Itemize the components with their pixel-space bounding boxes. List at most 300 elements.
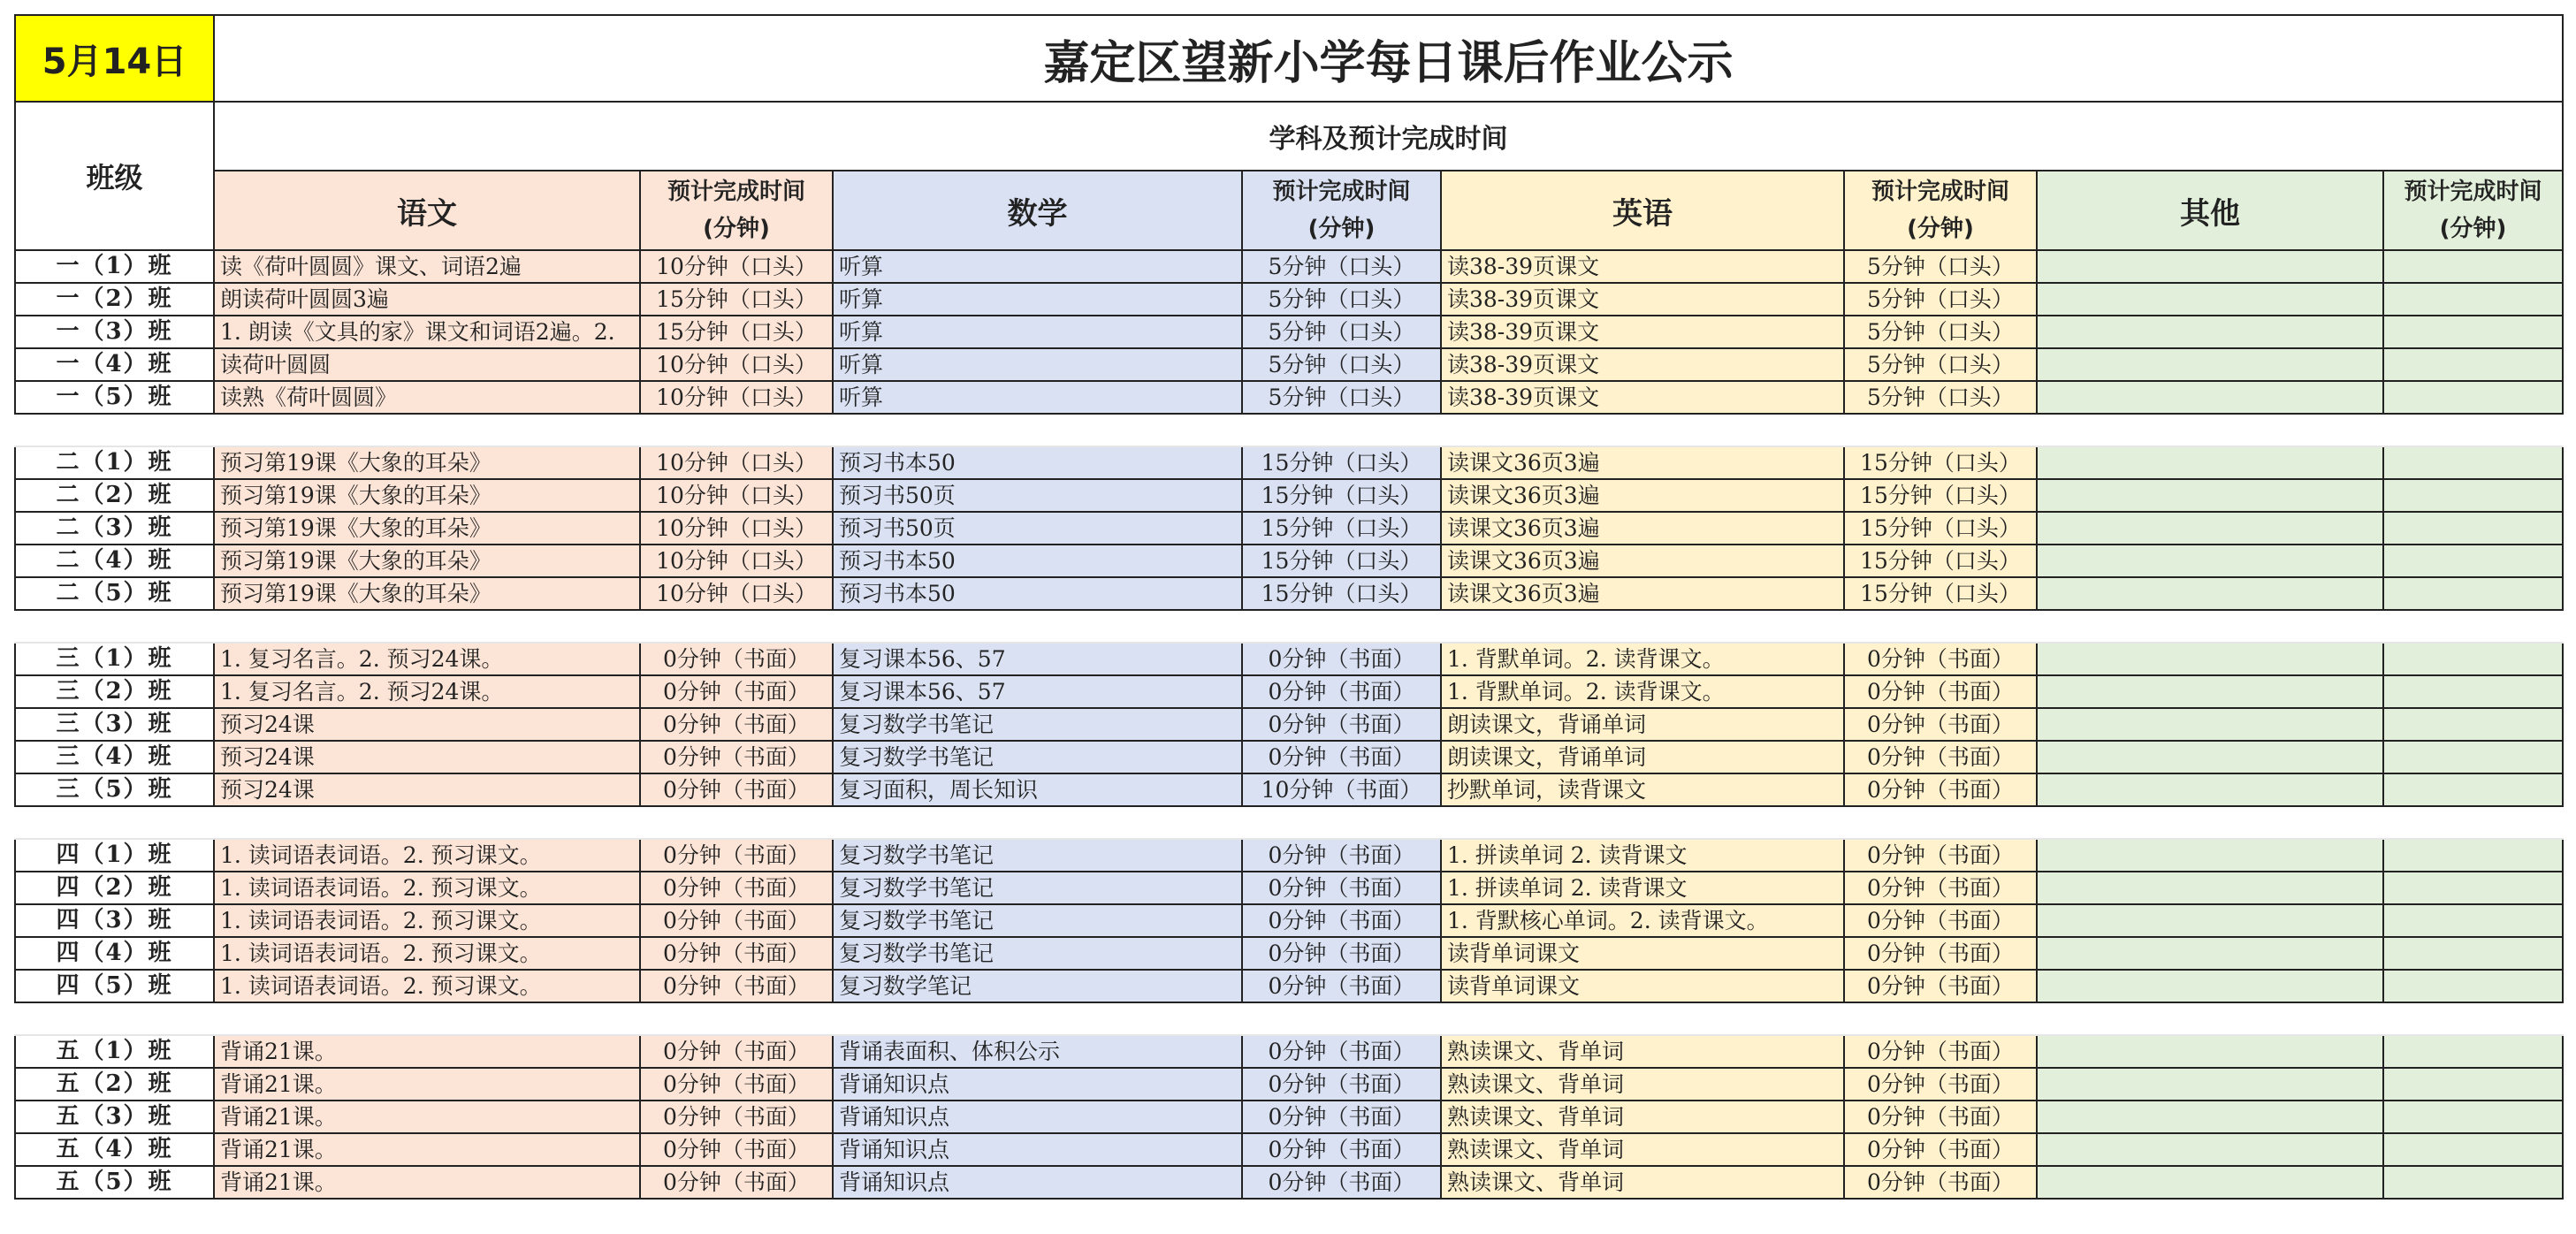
class-cell[interactable]: 一（4）班 xyxy=(15,348,214,381)
english-homework-cell[interactable]: 读38-39页课文 xyxy=(1441,283,1844,316)
chinese-time-cell[interactable]: 15分钟（口头） xyxy=(640,316,833,348)
table-row xyxy=(15,1068,2563,1101)
chinese-time-cell[interactable]: 0分钟（书面） xyxy=(640,1035,833,1068)
other-time-cell[interactable] xyxy=(2383,381,2563,414)
english-time-cell[interactable]: 5分钟（口头） xyxy=(1844,283,2037,316)
math-homework-cell[interactable]: 预习书本50 xyxy=(833,446,1242,479)
class-cell[interactable]: 四（2）班 xyxy=(15,872,214,904)
subject-group-row xyxy=(15,102,2563,171)
chinese-time-cell[interactable]: 0分钟（书面） xyxy=(640,741,833,773)
other-time-header[interactable] xyxy=(2383,171,2563,250)
class-cell[interactable]: 一（3）班 xyxy=(15,316,214,348)
math-time-header[interactable] xyxy=(1242,171,1441,250)
math-time-cell[interactable]: 0分钟（书面） xyxy=(1242,1068,1441,1101)
time-label-line1: 预计完成时间 xyxy=(667,179,805,205)
chinese-homework-cell[interactable]: 预习24课 xyxy=(214,741,640,773)
english-time-cell[interactable]: 0分钟（书面） xyxy=(1844,937,2037,970)
other-homework-cell[interactable] xyxy=(2037,1035,2383,1068)
other-time-cell[interactable] xyxy=(2383,675,2563,708)
chinese-homework-cell[interactable]: 预习第19课《大象的耳朵》 xyxy=(214,446,640,479)
english-homework-cell[interactable]: 1. 拼读单词 2. 读背课文 xyxy=(1441,839,1844,872)
english-homework-cell[interactable]: 1. 背默单词。2. 读背课文。 xyxy=(1441,675,1844,708)
other-time-cell[interactable] xyxy=(2383,1101,2563,1133)
other-time-cell[interactable] xyxy=(2383,545,2563,577)
chinese-homework-cell[interactable]: 预习第19课《大象的耳朵》 xyxy=(214,512,640,545)
separator-cell xyxy=(833,1002,1242,1035)
english-homework-cell[interactable]: 读课文36页3遍 xyxy=(1441,545,1844,577)
chinese-time-cell[interactable]: 10分钟（口头） xyxy=(640,446,833,479)
math-time-cell[interactable]: 0分钟（书面） xyxy=(1242,708,1441,741)
math-homework-cell[interactable]: 背诵表面积、体积公示 xyxy=(833,1035,1242,1068)
other-homework-cell[interactable] xyxy=(2037,708,2383,741)
english-homework-cell[interactable]: 读课文36页3遍 xyxy=(1441,479,1844,512)
english-homework-cell[interactable]: 读38-39页课文 xyxy=(1441,250,1844,283)
other-time-cell[interactable] xyxy=(2383,250,2563,283)
math-homework-cell[interactable]: 复习数学书笔记 xyxy=(833,839,1242,872)
subject-header-row xyxy=(15,171,2563,250)
english-time-cell[interactable]: 0分钟（书面） xyxy=(1844,741,2037,773)
chinese-time-header[interactable] xyxy=(640,171,833,250)
chinese-homework-cell[interactable]: 1. 读词语表词语。2. 预习课文。 xyxy=(214,839,640,872)
other-time-cell[interactable] xyxy=(2383,741,2563,773)
other-homework-cell[interactable] xyxy=(2037,970,2383,1002)
other-homework-cell[interactable] xyxy=(2037,1166,2383,1199)
math-time-cell[interactable]: 0分钟（书面） xyxy=(1242,1133,1441,1166)
class-cell[interactable]: 一（1）班 xyxy=(15,250,214,283)
math-homework-cell[interactable]: 复习课本56、57 xyxy=(833,643,1242,675)
math-homework-cell[interactable]: 复习面积，周长知识 xyxy=(833,773,1242,806)
english-time-cell[interactable]: 15分钟（口头） xyxy=(1844,479,2037,512)
homework-table xyxy=(14,14,2564,1200)
chinese-homework-cell[interactable]: 背诵21课。 xyxy=(214,1068,640,1101)
time-label-line1: 预计完成时间 xyxy=(1871,179,2009,205)
math-time-cell[interactable]: 0分钟（书面） xyxy=(1242,839,1441,872)
separator-cell xyxy=(2383,1002,2563,1035)
other-homework-cell[interactable] xyxy=(2037,1133,2383,1166)
math-homework-cell[interactable]: 复习数学书笔记 xyxy=(833,741,1242,773)
other-time-cell[interactable] xyxy=(2383,1166,2563,1199)
chinese-time-cell[interactable]: 10分钟（口头） xyxy=(640,577,833,610)
class-cell[interactable]: 一（5）班 xyxy=(15,381,214,414)
english-homework-cell[interactable]: 熟读课文、背单词 xyxy=(1441,1035,1844,1068)
english-time-cell[interactable]: 0分钟（书面） xyxy=(1844,872,2037,904)
grade-separator-row xyxy=(15,1002,2563,1035)
table-row xyxy=(15,937,2563,970)
class-cell[interactable]: 四（5）班 xyxy=(15,970,214,1002)
chinese-homework-cell[interactable]: 预习24课 xyxy=(214,708,640,741)
separator-cell xyxy=(640,610,833,643)
separator-cell xyxy=(833,610,1242,643)
math-homework-cell[interactable]: 听算 xyxy=(833,250,1242,283)
chinese-homework-cell[interactable]: 预习第19课《大象的耳朵》 xyxy=(214,577,640,610)
other-homework-cell[interactable] xyxy=(2037,741,2383,773)
chinese-homework-cell[interactable]: 1. 读词语表词语。2. 预习课文。 xyxy=(214,970,640,1002)
english-time-cell[interactable]: 5分钟（口头） xyxy=(1844,348,2037,381)
other-time-cell[interactable] xyxy=(2383,839,2563,872)
class-cell[interactable]: 二（5）班 xyxy=(15,577,214,610)
english-time-cell[interactable]: 0分钟（书面） xyxy=(1844,970,2037,1002)
other-time-cell[interactable] xyxy=(2383,479,2563,512)
other-homework-cell[interactable] xyxy=(2037,348,2383,381)
chinese-homework-cell[interactable]: 1. 读词语表词语。2. 预习课文。 xyxy=(214,904,640,937)
class-cell[interactable]: 二（1）班 xyxy=(15,446,214,479)
time-label-line2: (分钟) xyxy=(2439,216,2507,242)
chinese-time-cell[interactable]: 0分钟（书面） xyxy=(640,970,833,1002)
chinese-homework-cell[interactable]: 1. 复习名言。2. 预习24课。 xyxy=(214,643,640,675)
english-time-cell[interactable]: 0分钟（书面） xyxy=(1844,1068,2037,1101)
math-time-cell[interactable]: 0分钟（书面） xyxy=(1242,1166,1441,1199)
grade-separator-row xyxy=(15,610,2563,643)
other-time-cell[interactable] xyxy=(2383,1035,2563,1068)
english-homework-cell[interactable]: 熟读课文、背单词 xyxy=(1441,1133,1844,1166)
english-homework-cell[interactable]: 熟读课文、背单词 xyxy=(1441,1101,1844,1133)
english-homework-cell[interactable]: 朗读课文，背诵单词 xyxy=(1441,741,1844,773)
chinese-time-cell[interactable]: 0分钟（书面） xyxy=(640,643,833,675)
table-row xyxy=(15,512,2563,545)
math-homework-cell[interactable]: 预习书本50 xyxy=(833,577,1242,610)
chinese-time-cell[interactable]: 0分钟（书面） xyxy=(640,1166,833,1199)
math-time-cell[interactable]: 10分钟（书面） xyxy=(1242,773,1441,806)
table-row xyxy=(15,316,2563,348)
math-time-cell[interactable]: 5分钟（口头） xyxy=(1242,250,1441,283)
class-cell[interactable]: 五（5）班 xyxy=(15,1166,214,1199)
other-homework-cell[interactable] xyxy=(2037,512,2383,545)
class-cell[interactable]: 四（4）班 xyxy=(15,937,214,970)
separator-cell xyxy=(15,610,214,643)
other-homework-cell[interactable] xyxy=(2037,773,2383,806)
english-time-cell[interactable]: 0分钟（书面） xyxy=(1844,1035,2037,1068)
english-homework-cell[interactable]: 读课文36页3遍 xyxy=(1441,577,1844,610)
english-time-cell[interactable]: 5分钟（口头） xyxy=(1844,381,2037,414)
table-row xyxy=(15,773,2563,806)
table-row xyxy=(15,381,2563,414)
chinese-time-cell[interactable]: 0分钟（书面） xyxy=(640,1133,833,1166)
math-time-cell[interactable]: 0分钟（书面） xyxy=(1242,741,1441,773)
class-cell[interactable]: 二（4）班 xyxy=(15,545,214,577)
separator-cell xyxy=(640,806,833,839)
other-homework-cell[interactable] xyxy=(2037,839,2383,872)
other-time-cell[interactable] xyxy=(2383,512,2563,545)
other-time-cell[interactable] xyxy=(2383,872,2563,904)
math-homework-cell[interactable]: 复习数学书笔记 xyxy=(833,937,1242,970)
english-time-cell[interactable]: 0分钟（书面） xyxy=(1844,1133,2037,1166)
math-time-cell[interactable]: 15分钟（口头） xyxy=(1242,479,1441,512)
math-time-cell[interactable]: 0分钟（书面） xyxy=(1242,872,1441,904)
math-homework-cell[interactable]: 听算 xyxy=(833,283,1242,316)
math-homework-cell[interactable]: 背诵知识点 xyxy=(833,1101,1242,1133)
math-time-cell[interactable]: 0分钟（书面） xyxy=(1242,1035,1441,1068)
chinese-time-cell[interactable]: 0分钟（书面） xyxy=(640,839,833,872)
math-homework-cell[interactable]: 听算 xyxy=(833,348,1242,381)
other-time-cell[interactable] xyxy=(2383,773,2563,806)
other-homework-cell[interactable] xyxy=(2037,479,2383,512)
separator-cell xyxy=(1441,610,1844,643)
english-homework-cell[interactable]: 读38-39页课文 xyxy=(1441,348,1844,381)
class-cell[interactable]: 二（2）班 xyxy=(15,479,214,512)
math-homework-cell[interactable]: 背诵知识点 xyxy=(833,1068,1242,1101)
chinese-homework-cell[interactable]: 1. 读词语表词语。2. 预习课文。 xyxy=(214,872,640,904)
chinese-time-cell[interactable]: 0分钟（书面） xyxy=(640,872,833,904)
math-homework-cell[interactable]: 预习书50页 xyxy=(833,479,1242,512)
chinese-time-cell[interactable]: 10分钟（口头） xyxy=(640,348,833,381)
other-homework-cell[interactable] xyxy=(2037,872,2383,904)
english-header[interactable]: 英语 xyxy=(1441,171,1844,250)
class-cell[interactable]: 三（1）班 xyxy=(15,643,214,675)
chinese-homework-cell[interactable]: 读《荷叶圆圆》课文、词语2遍 xyxy=(214,250,640,283)
other-homework-cell[interactable] xyxy=(2037,1101,2383,1133)
table-row xyxy=(15,283,2563,316)
separator-cell xyxy=(214,610,640,643)
english-time-cell[interactable]: 15分钟（口头） xyxy=(1844,446,2037,479)
math-homework-cell[interactable]: 听算 xyxy=(833,381,1242,414)
chinese-time-cell[interactable]: 10分钟（口头） xyxy=(640,479,833,512)
chinese-homework-cell[interactable]: 1. 朗读《文具的家》课文和词语2遍。2. xyxy=(214,316,640,348)
class-cell[interactable]: 一（2）班 xyxy=(15,283,214,316)
table-row xyxy=(15,1166,2563,1199)
class-cell[interactable]: 五（3）班 xyxy=(15,1101,214,1133)
table-row xyxy=(15,545,2563,577)
chinese-homework-cell[interactable]: 1. 读词语表词语。2. 预习课文。 xyxy=(214,937,640,970)
english-time-cell[interactable]: 5分钟（口头） xyxy=(1844,316,2037,348)
table-row xyxy=(15,1101,2563,1133)
table-row xyxy=(15,872,2563,904)
table-row xyxy=(15,577,2563,610)
separator-cell xyxy=(833,414,1242,446)
math-homework-cell[interactable]: 复习数学书笔记 xyxy=(833,708,1242,741)
chinese-time-cell[interactable]: 0分钟（书面） xyxy=(640,937,833,970)
english-time-cell[interactable]: 15分钟（口头） xyxy=(1844,545,2037,577)
english-time-cell[interactable]: 5分钟（口头） xyxy=(1844,250,2037,283)
math-homework-cell[interactable]: 复习课本56、57 xyxy=(833,675,1242,708)
math-time-cell[interactable]: 5分钟（口头） xyxy=(1242,316,1441,348)
math-time-cell[interactable]: 15分钟（口头） xyxy=(1242,577,1441,610)
separator-cell xyxy=(1844,610,2037,643)
english-homework-cell[interactable]: 熟读课文、背单词 xyxy=(1441,1068,1844,1101)
math-time-cell[interactable]: 5分钟（口头） xyxy=(1242,348,1441,381)
table-row xyxy=(15,1035,2563,1068)
chinese-time-cell[interactable]: 10分钟（口头） xyxy=(640,545,833,577)
chinese-homework-cell[interactable]: 1. 复习名言。2. 预习24课。 xyxy=(214,675,640,708)
table-row xyxy=(15,904,2563,937)
separator-cell xyxy=(2383,610,2563,643)
english-time-cell[interactable]: 0分钟（书面） xyxy=(1844,839,2037,872)
chinese-homework-cell[interactable]: 读熟《荷叶圆圆》 xyxy=(214,381,640,414)
other-time-cell[interactable] xyxy=(2383,446,2563,479)
chinese-header[interactable]: 语文 xyxy=(214,171,640,250)
math-homework-cell[interactable]: 背诵知识点 xyxy=(833,1166,1242,1199)
other-time-cell[interactable] xyxy=(2383,970,2563,1002)
chinese-homework-cell[interactable]: 背诵21课。 xyxy=(214,1166,640,1199)
english-homework-cell[interactable]: 读课文36页3遍 xyxy=(1441,446,1844,479)
english-homework-cell[interactable]: 读38-39页课文 xyxy=(1441,316,1844,348)
separator-cell xyxy=(2037,610,2383,643)
other-time-cell[interactable] xyxy=(2383,1068,2563,1101)
english-homework-cell[interactable]: 熟读课文、背单词 xyxy=(1441,1166,1844,1199)
chinese-homework-cell[interactable]: 预习第19课《大象的耳朵》 xyxy=(214,479,640,512)
math-homework-cell[interactable]: 预习书本50 xyxy=(833,545,1242,577)
date-cell[interactable]: 5月14日 xyxy=(15,15,214,102)
english-homework-cell[interactable]: 读背单词课文 xyxy=(1441,970,1844,1002)
class-cell[interactable]: 三（4）班 xyxy=(15,741,214,773)
time-label-line1: 预计完成时间 xyxy=(1272,179,1411,205)
separator-cell xyxy=(833,806,1242,839)
other-time-cell[interactable] xyxy=(2383,937,2563,970)
other-homework-cell[interactable] xyxy=(2037,577,2383,610)
separator-cell xyxy=(1242,610,1441,643)
separator-cell xyxy=(2383,414,2563,446)
class-cell[interactable]: 二（3）班 xyxy=(15,512,214,545)
math-time-cell[interactable]: 0分钟（书面） xyxy=(1242,937,1441,970)
english-time-header[interactable] xyxy=(1844,171,2037,250)
chinese-time-cell[interactable]: 15分钟（口头） xyxy=(640,283,833,316)
separator-cell xyxy=(15,1002,214,1035)
class-column-header[interactable]: 班级 xyxy=(15,102,214,250)
english-time-cell[interactable]: 0分钟（书面） xyxy=(1844,708,2037,741)
english-time-cell[interactable]: 0分钟（书面） xyxy=(1844,675,2037,708)
page-title[interactable]: 嘉定区望新小学每日课后作业公示 xyxy=(214,15,2563,102)
chinese-time-cell[interactable]: 0分钟（书面） xyxy=(640,773,833,806)
math-homework-cell[interactable]: 复习数学书笔记 xyxy=(833,872,1242,904)
english-homework-cell[interactable]: 1. 背默单词。2. 读背课文。 xyxy=(1441,643,1844,675)
chinese-time-cell[interactable]: 10分钟（口头） xyxy=(640,381,833,414)
table-row xyxy=(15,839,2563,872)
other-homework-cell[interactable] xyxy=(2037,937,2383,970)
time-label-line1: 预计完成时间 xyxy=(2404,179,2542,205)
table-row xyxy=(15,348,2563,381)
other-homework-cell[interactable] xyxy=(2037,643,2383,675)
other-time-cell[interactable] xyxy=(2383,904,2563,937)
math-time-cell[interactable]: 15分钟（口头） xyxy=(1242,512,1441,545)
math-time-cell[interactable]: 5分钟（口头） xyxy=(1242,381,1441,414)
english-homework-cell[interactable]: 读背单词课文 xyxy=(1441,937,1844,970)
class-cell[interactable]: 三（2）班 xyxy=(15,675,214,708)
table-row xyxy=(15,675,2563,708)
separator-cell xyxy=(2037,414,2383,446)
class-cell[interactable]: 四（1）班 xyxy=(15,839,214,872)
separator-cell xyxy=(1844,1002,2037,1035)
chinese-homework-cell[interactable]: 预习24课 xyxy=(214,773,640,806)
math-time-cell[interactable]: 0分钟（书面） xyxy=(1242,1101,1441,1133)
math-homework-cell[interactable]: 预习书50页 xyxy=(833,512,1242,545)
english-time-cell[interactable]: 0分钟（书面） xyxy=(1844,1166,2037,1199)
table-row xyxy=(15,479,2563,512)
math-time-cell[interactable]: 0分钟（书面） xyxy=(1242,643,1441,675)
separator-cell xyxy=(1441,414,1844,446)
other-time-cell[interactable] xyxy=(2383,316,2563,348)
other-homework-cell[interactable] xyxy=(2037,283,2383,316)
class-cell[interactable]: 三（3）班 xyxy=(15,708,214,741)
other-time-cell[interactable] xyxy=(2383,348,2563,381)
class-cell[interactable]: 三（5）班 xyxy=(15,773,214,806)
math-time-cell[interactable]: 15分钟（口头） xyxy=(1242,545,1441,577)
other-homework-cell[interactable] xyxy=(2037,1068,2383,1101)
separator-cell xyxy=(214,414,640,446)
table-row xyxy=(15,446,2563,479)
english-time-cell[interactable]: 0分钟（书面） xyxy=(1844,773,2037,806)
math-time-cell[interactable]: 5分钟（口头） xyxy=(1242,283,1441,316)
other-homework-cell[interactable] xyxy=(2037,381,2383,414)
english-homework-cell[interactable]: 读课文36页3遍 xyxy=(1441,512,1844,545)
subject-group-header[interactable]: 学科及预计完成时间 xyxy=(214,102,2563,171)
chinese-time-cell[interactable]: 0分钟（书面） xyxy=(640,1101,833,1133)
chinese-homework-cell[interactable]: 背诵21课。 xyxy=(214,1035,640,1068)
chinese-time-cell[interactable]: 0分钟（书面） xyxy=(640,904,833,937)
chinese-time-cell[interactable]: 0分钟（书面） xyxy=(640,1068,833,1101)
other-time-cell[interactable] xyxy=(2383,283,2563,316)
chinese-time-cell[interactable]: 0分钟（书面） xyxy=(640,675,833,708)
english-homework-cell[interactable]: 1. 拼读单词 2. 读背课文 xyxy=(1441,872,1844,904)
chinese-time-cell[interactable]: 10分钟（口头） xyxy=(640,512,833,545)
chinese-time-cell[interactable]: 0分钟（书面） xyxy=(640,708,833,741)
english-time-cell[interactable]: 0分钟（书面） xyxy=(1844,1101,2037,1133)
table-row xyxy=(15,1133,2563,1166)
english-time-cell[interactable]: 0分钟（书面） xyxy=(1844,643,2037,675)
other-homework-cell[interactable] xyxy=(2037,316,2383,348)
chinese-homework-cell[interactable]: 预习第19课《大象的耳朵》 xyxy=(214,545,640,577)
other-homework-cell[interactable] xyxy=(2037,675,2383,708)
math-time-cell[interactable]: 0分钟（书面） xyxy=(1242,904,1441,937)
chinese-time-cell[interactable]: 10分钟（口头） xyxy=(640,250,833,283)
grade-separator-row xyxy=(15,414,2563,446)
class-cell[interactable]: 五（4）班 xyxy=(15,1133,214,1166)
separator-cell xyxy=(2383,806,2563,839)
class-cell[interactable]: 五（1）班 xyxy=(15,1035,214,1068)
class-cell[interactable]: 四（3）班 xyxy=(15,904,214,937)
other-header[interactable]: 其他 xyxy=(2037,171,2383,250)
english-time-cell[interactable]: 15分钟（口头） xyxy=(1844,512,2037,545)
chinese-homework-cell[interactable]: 读荷叶圆圆 xyxy=(214,348,640,381)
grade-separator-row xyxy=(15,806,2563,839)
separator-cell xyxy=(1242,1002,1441,1035)
other-homework-cell[interactable] xyxy=(2037,545,2383,577)
class-cell[interactable]: 五（2）班 xyxy=(15,1068,214,1101)
chinese-homework-cell[interactable]: 背诵21课。 xyxy=(214,1101,640,1133)
english-time-cell[interactable]: 0分钟（书面） xyxy=(1844,904,2037,937)
table-row xyxy=(15,970,2563,1002)
separator-cell xyxy=(640,414,833,446)
other-homework-cell[interactable] xyxy=(2037,446,2383,479)
english-time-cell[interactable]: 15分钟（口头） xyxy=(1844,577,2037,610)
separator-cell xyxy=(1441,806,1844,839)
english-homework-cell[interactable]: 朗读课文，背诵单词 xyxy=(1441,708,1844,741)
other-homework-cell[interactable] xyxy=(2037,904,2383,937)
other-time-cell[interactable] xyxy=(2383,643,2563,675)
table-row xyxy=(15,708,2563,741)
english-homework-cell[interactable]: 读38-39页课文 xyxy=(1441,381,1844,414)
time-label-line2: (分钟) xyxy=(1307,216,1376,242)
math-homework-cell[interactable]: 复习数学书笔记 xyxy=(833,904,1242,937)
math-homework-cell[interactable]: 背诵知识点 xyxy=(833,1133,1242,1166)
math-time-cell[interactable]: 0分钟（书面） xyxy=(1242,675,1441,708)
separator-cell xyxy=(214,1002,640,1035)
math-header[interactable]: 数学 xyxy=(833,171,1242,250)
math-time-cell[interactable]: 0分钟（书面） xyxy=(1242,970,1441,1002)
english-homework-cell[interactable]: 1. 背默核心单词。2. 读背课文。 xyxy=(1441,904,1844,937)
other-time-cell[interactable] xyxy=(2383,577,2563,610)
separator-cell xyxy=(15,414,214,446)
chinese-homework-cell[interactable]: 朗读荷叶圆圆3遍 xyxy=(214,283,640,316)
other-time-cell[interactable] xyxy=(2383,1133,2563,1166)
other-homework-cell[interactable] xyxy=(2037,250,2383,283)
separator-cell xyxy=(1242,414,1441,446)
other-time-cell[interactable] xyxy=(2383,708,2563,741)
math-homework-cell[interactable]: 听算 xyxy=(833,316,1242,348)
english-homework-cell[interactable]: 抄默单词，读背课文 xyxy=(1441,773,1844,806)
math-time-cell[interactable]: 15分钟（口头） xyxy=(1242,446,1441,479)
chinese-homework-cell[interactable]: 背诵21课。 xyxy=(214,1133,640,1166)
time-label-line2: (分钟) xyxy=(1907,216,1974,242)
math-homework-cell[interactable]: 复习数学笔记 xyxy=(833,970,1242,1002)
